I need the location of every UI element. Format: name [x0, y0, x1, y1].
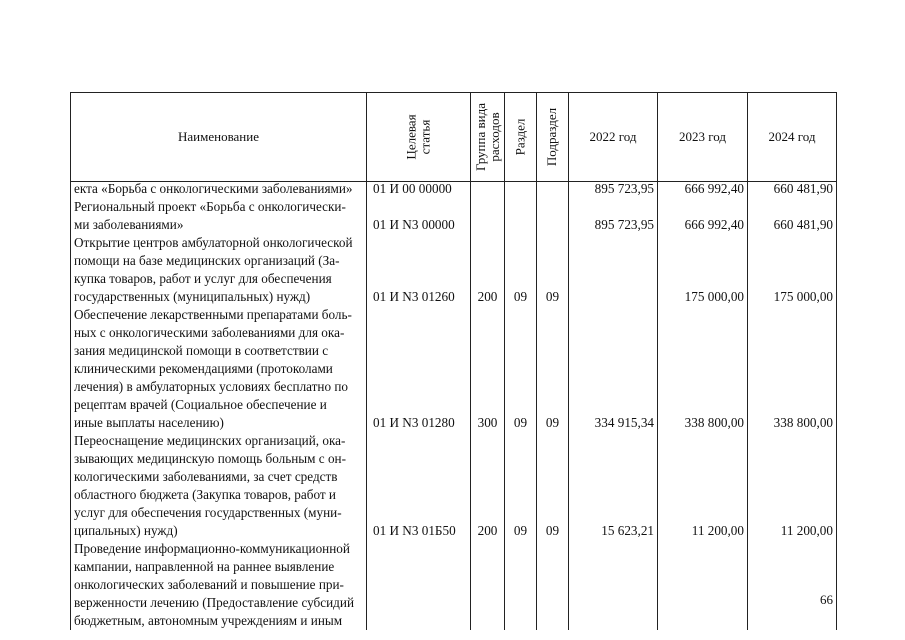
row-group: 200 — [470, 432, 504, 540]
row-subsection: 09 — [536, 234, 568, 306]
row-2023: 11 200,00 — [657, 432, 747, 540]
header-year-2022-label: 2022 год — [589, 129, 637, 144]
row-section — [504, 540, 536, 630]
header-subsection — [536, 93, 568, 181]
header-year-2023 — [657, 93, 747, 181]
row-name: Обеспечение лекарственными препаратами боль- ных с онкологическими заболеваниями для ока- зания медицинской помощи в соответствии с клиническими рекомендациями (протоколами лечения) в амбулаторных условиях бесплатно по рецептам врачей (Социальное обеспечение и иные выплаты населению) — [70, 306, 366, 432]
header-year-2024-label: 2024 год — [768, 129, 816, 144]
header-section — [504, 93, 536, 181]
table-row — [70, 540, 837, 630]
header-year-2024 — [747, 93, 837, 181]
row-code: 01 И N3 01260 — [366, 234, 470, 306]
row-name: Открытие центров амбулаторной онкологической помощи на базе медицинских организаций (За- купка товаров, работ и услуг для обеспечения государственных (муниципальных) нужд) — [70, 234, 366, 306]
row-subsection — [536, 540, 568, 630]
header-year-2023-label: 2023 год — [679, 129, 726, 144]
row-2023: 338 800,00 — [657, 306, 747, 432]
row-subsection — [536, 180, 568, 198]
header-grp-line2: расходов — [486, 112, 502, 162]
row-code: 01 И N3 01Б50 — [366, 432, 470, 540]
row-2023: 666 992,40 — [657, 198, 747, 234]
header-name — [70, 93, 366, 181]
row-2024 — [747, 540, 837, 630]
row-subsection: 09 — [536, 306, 568, 432]
row-code: 01 И 00 00000 — [366, 180, 470, 198]
table-row — [70, 198, 837, 234]
row-name: Региональный проект «Борьба с онкологически- ми заболеваниями» — [70, 198, 366, 234]
row-2024: 338 800,00 — [747, 306, 837, 432]
row-2022: 895 723,95 — [568, 198, 657, 234]
row-section: 09 — [504, 432, 536, 540]
header-code-line2: статья — [417, 119, 433, 155]
row-2023 — [657, 540, 747, 630]
row-2024: 660 481,90 — [747, 198, 837, 234]
table-header — [70, 92, 837, 182]
row-name: екта «Борьба с онкологическими заболеваниями» — [70, 180, 366, 198]
row-code: 01 И N3 00000 — [366, 198, 470, 234]
row-section — [504, 180, 536, 198]
row-name: Проведение информационно-коммуникационной кампании, направленной на раннее выявление онкологических заболеваний и повышение при- верженности лечению (Предоставление субсидий бюджетным, автономным учреждениям и иным — [70, 540, 366, 630]
table-row — [70, 432, 837, 540]
row-2022: 15 623,21 — [568, 432, 657, 540]
header-section-label: Раздел — [512, 118, 528, 156]
row-2023: 666 992,40 — [657, 180, 747, 198]
row-2022 — [568, 540, 657, 630]
row-2024: 660 481,90 — [747, 180, 837, 198]
row-section: 09 — [504, 234, 536, 306]
row-2022: 334 915,34 — [568, 306, 657, 432]
row-code — [366, 540, 470, 630]
row-2022: 895 723,95 — [568, 180, 657, 198]
row-section — [504, 198, 536, 234]
row-group — [470, 540, 504, 630]
row-group: 300 — [470, 306, 504, 432]
row-subsection — [536, 198, 568, 234]
row-2023: 175 000,00 — [657, 234, 747, 306]
header-code-line1: Целевая — [403, 114, 419, 160]
header-year-2022 — [568, 93, 657, 181]
row-group — [470, 198, 504, 234]
row-name: Переоснащение медицинских организаций, ока- зывающих медицинскую помощь больным с он- кологическими заболеваниями, за счет средств областного бюджета (Закупка товаров, работ и услуг для обеспечения государственных (муни- ципальных) нужд) — [70, 432, 366, 540]
header-name-label: Наименование — [178, 129, 259, 144]
page-number: 66 — [820, 592, 833, 607]
row-2024: 11 200,00 — [747, 432, 837, 540]
header-subsection-label: Подраздел — [544, 107, 560, 167]
table-row — [70, 234, 837, 306]
row-group — [470, 180, 504, 198]
table-row — [70, 306, 837, 432]
row-2024: 175 000,00 — [747, 234, 837, 306]
header-code — [366, 93, 470, 181]
table-row — [70, 180, 837, 198]
row-2022 — [568, 234, 657, 306]
row-group: 200 — [470, 234, 504, 306]
header-grp-line1: Группа вида — [472, 103, 488, 171]
row-section: 09 — [504, 306, 536, 432]
row-code: 01 И N3 01280 — [366, 306, 470, 432]
header-expense-group — [470, 93, 504, 181]
row-subsection: 09 — [536, 432, 568, 540]
